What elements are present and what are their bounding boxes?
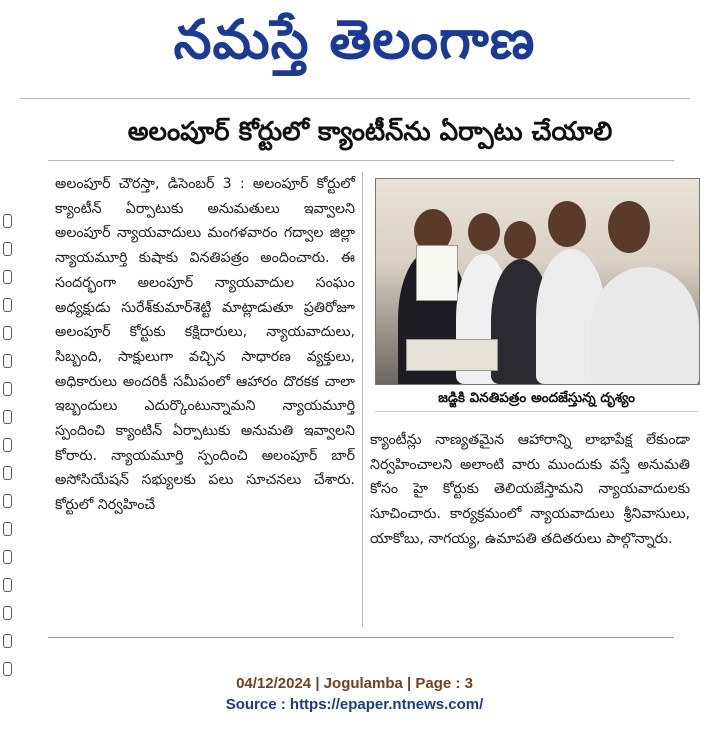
footer-source: Source : https://epaper.ntnews.com/ <box>225 696 484 713</box>
person-advocate-4 <box>591 267 699 385</box>
newspaper-masthead: నమస్తే తెలంగాణ <box>173 7 536 71</box>
column-divider <box>362 172 363 627</box>
masthead-divider <box>20 98 690 99</box>
article-headline: అలంపూర్ కోర్టులో క్యాంటీన్‌ను ఏర్పాటు చేయాలి <box>127 117 613 147</box>
article-paragraph-left: అలంపూర్ చౌరస్తా, డిసెంబర్ 3 : అలంపూర్ కోర్టులో క్యాంటీన్ ఏర్పాటుకు అనుమతులు ఇవ్వాలని అలంపూర్ న్యాయవాదులు మంగళవారం గద్వాల జిల్లా న్యాయమూర్తి కుషాకు వినతిపత్రం అందించారు. ఈ సందర్భంగా అలంపూర్ న్యాయవాదుల సంఘం అధ్యక్షుడు సురేశ్‌కుమార్‌శెట్టి మాట్లాడుతూ ప్రతిరోజూ అలంపూర్ కోర్టుకు కక్షిదారులు, న్యాయవాదులు, సిబ్బంది, సాక్షులుగా వచ్చిన సాధారణ వ్యక్తులు, అధికారులు అందరికీ సమీపంలో ఆహారం దొరకక చాలా ఇబ్బందులు ఎదుర్కొంటున్నామని న్యాయమూర్తి స్పందించి క్యాంటిన్ ఏర్పాటుకు అనుమతి ఇవ్వాలని కోరారు. న్యాయమూర్తి స్పందించి అలంపూర్ బార్ అసోసియేషన్ సభ్యులకు పలు సూచనలు చేశారు. కోర్టులో నిర్వహించే <box>55 176 355 514</box>
desk-files <box>406 339 498 371</box>
article-body-left-column <box>55 172 355 518</box>
footer-divider <box>48 637 674 638</box>
petition-paper <box>416 245 458 301</box>
article-photo <box>375 178 700 385</box>
article-body-right-column <box>370 428 690 552</box>
headline-divider <box>48 160 674 161</box>
footer-date-edition: 04/12/2024 | Jogulamba | Page : 3 <box>236 675 473 692</box>
adjacent-column-fragment <box>0 200 16 670</box>
photo-caption: జడ్జికి వినతిపత్రం అందజేస్తున్న దృశ్యం <box>375 385 698 412</box>
article-paragraph-right: క్యాంటీన్లు నాణ్యతమైన ఆహారాన్ని లాభాపేక్ష లేకుండా నిర్వహించాలని అలాంటి వారు ముందుకు వస్తే అనుమతి కోసం హై కోర్టుకు తెలియజేస్తామని న్యాయవాదులకు సూచించారు. కార్యక్రమంలో న్యాయవాదులు శ్రీనివాసులు, యాకోబు, నాగయ్య, ఉమాపతి తదితరులు పాల్గొన్నారు. <box>370 432 690 547</box>
footer-info <box>0 673 709 715</box>
